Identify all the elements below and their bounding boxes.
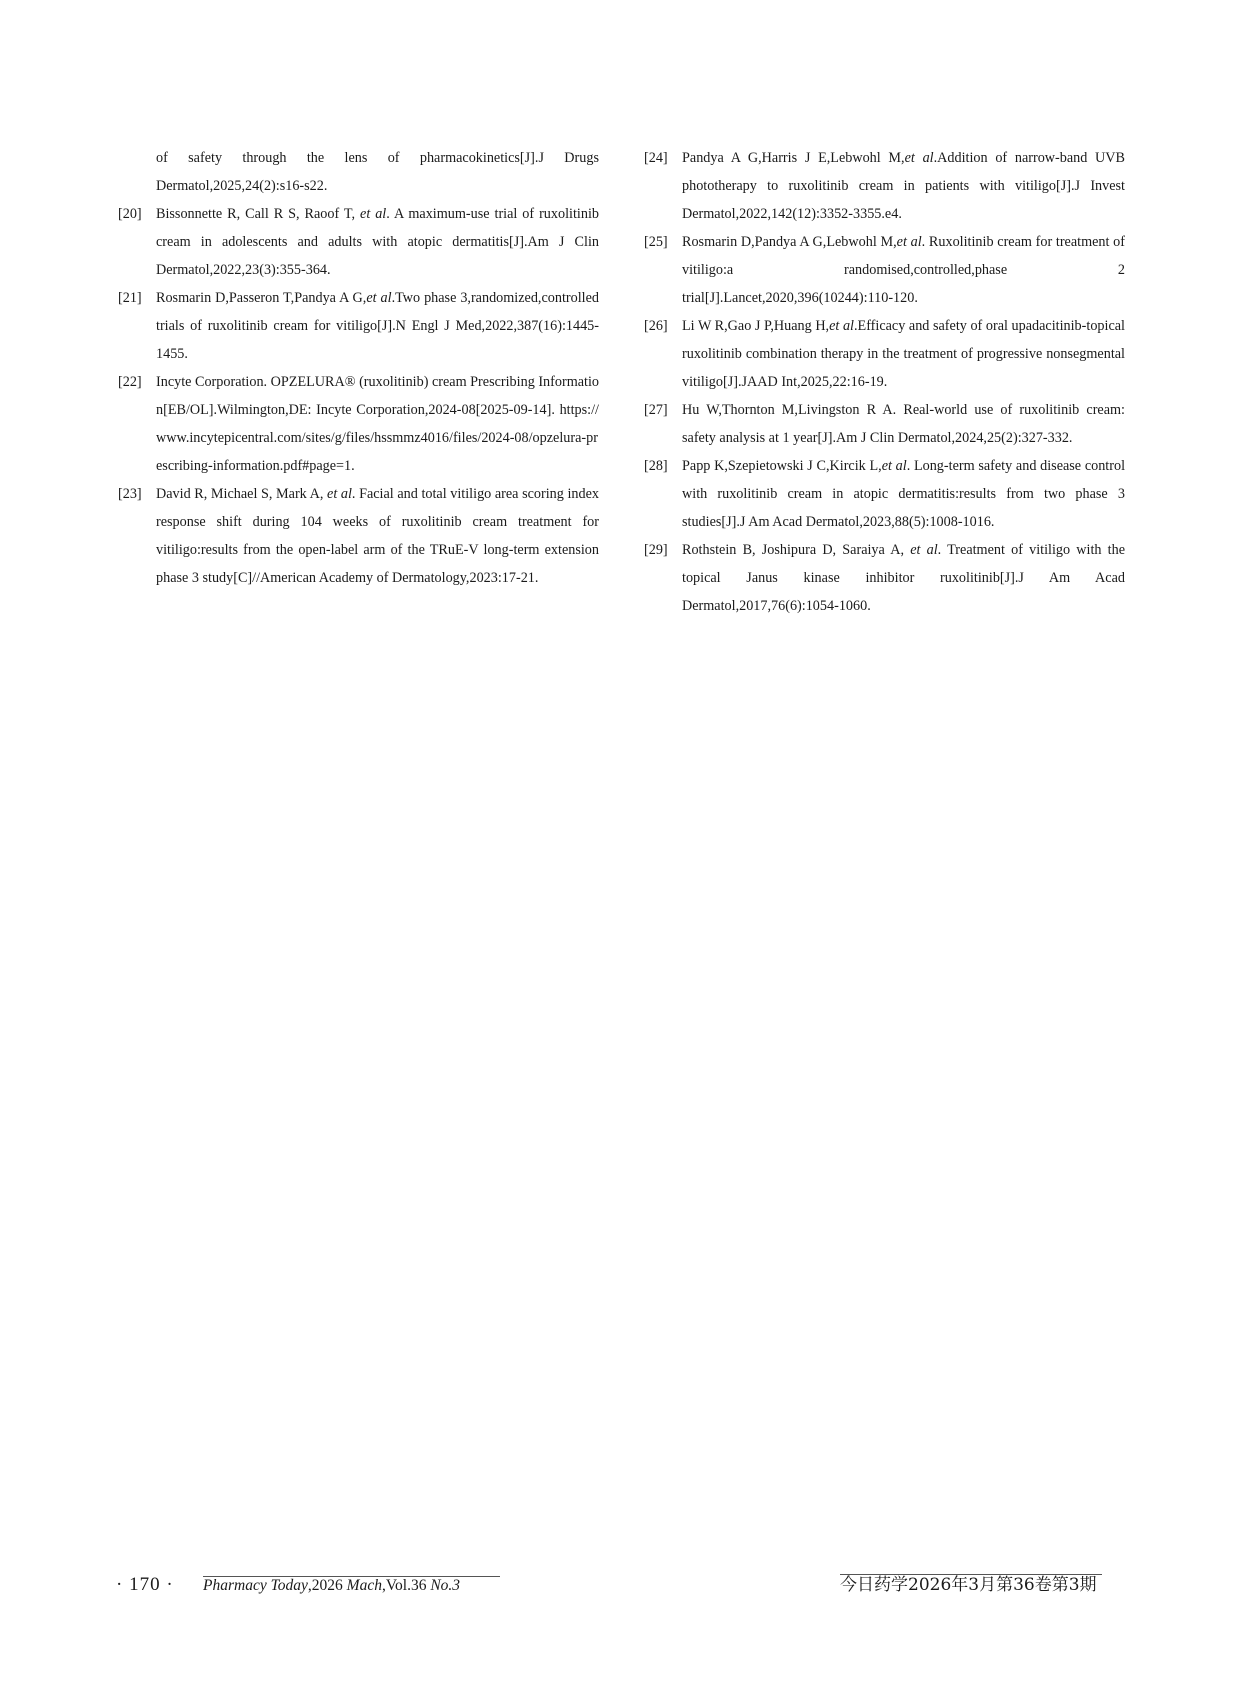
- reference-number: [27]: [644, 402, 668, 418]
- left-reference-column: [118, 144, 599, 592]
- reference-text: Rosmarin D,Pandya A G,Lebwohl M,et al. Ruxolitinib cream for treatment of vitiligo:a randomised,controlled,phase 2 trial[J].Lancet,2020,396(10244):110-120.: [682, 234, 1125, 306]
- reference-number: [29]: [644, 542, 668, 558]
- reference-text: Rosmarin D,Passeron T,Pandya A G,et al.Two phase 3,randomized,controlled trials of ruxolitinib cream for vitiligo[J].N Engl J Med,2022,387(16):1445-1455.: [156, 290, 599, 362]
- reference-number: [25]: [644, 234, 668, 250]
- reference-item: [118, 284, 599, 368]
- right-reference-column: [644, 144, 1125, 620]
- reference-text: Papp K,Szepietowski J C,Kircik L,et al. Long-term safety and disease control with ruxolitinib cream in atopic dermatitis:results from two phase 3 studies[J].J Am Acad Dermatol,2023,88(5):1008-1016.: [682, 458, 1126, 530]
- page-number: · 170 ·: [116, 1574, 174, 1595]
- reference-number: [28]: [644, 458, 668, 474]
- reference-text: Bissonnette R, Call R S, Raoof T, et al. A maximum-use trial of ruxolitinib cream in adolescents and adults with atopic dermatitis[J].Am J Clin Dermatol,2022,23(3):355-364.: [156, 206, 599, 278]
- journal-footer-chinese: 今日药学2026年3月第36卷第3期: [840, 1574, 1102, 1595]
- reference-item: [644, 536, 1125, 620]
- reference-item: [644, 228, 1125, 312]
- reference-number: [22]: [118, 374, 142, 390]
- reference-number: [23]: [118, 486, 142, 502]
- reference-text: Li W R,Gao J P,Huang H,et al.Efficacy and safety of oral upadacitinib-topical ruxolitinib combination therapy in the treatment of progressive nonsegmental vitiligo[J].JAAD Int,2025,22:16-19.: [682, 318, 1125, 390]
- reference-number: [21]: [118, 290, 142, 306]
- reference-item: [118, 200, 599, 284]
- reference-text: Rothstein B, Joshipura D, Saraiya A, et al. Treatment of vitiligo with the topical Janus kinase inhibitor ruxolitinib[J].J Am Acad Dermatol,2017,76(6):1054-1060.: [682, 542, 1125, 614]
- reference-text: Incyte Corporation. OPZELURA® (ruxolitinib) cream Prescribing Information[EB/OL].Wilmington,DE: Incyte Corporation,2024-08[2025-09-14]. https://www.incytepicentral.com/sites/g/files/hssmmz4016/files/2024-08/opzelura-prescribing-information.pdf#page=1.: [156, 374, 599, 474]
- reference-item: [644, 144, 1125, 228]
- journal-footer-english: Pharmacy Today,2026 Mach,Vol.36 No.3: [203, 1576, 500, 1595]
- reference-text: Pandya A G,Harris J E,Lebwohl M,et al.Addition of narrow-band UVB phototherapy to ruxolitinib cream in patients with vitiligo[J].J Invest Dermatol,2022,142(12):3352-3355.e4.: [682, 150, 1126, 222]
- reference-number: [24]: [644, 150, 668, 166]
- journal-name: Pharmacy Today: [203, 1577, 308, 1594]
- reference-text: Hu W,Thornton M,Livingston R A. Real-world use of ruxolitinib cream: safety analysis at 1 year[J].Am J Clin Dermatol,2024,25(2):327-332.: [682, 402, 1125, 446]
- reference-item: [118, 480, 599, 592]
- reference-continuation: of safety through the lens of pharmacokinetics[J].J Drugs Dermatol,2025,24(2):s16-s22.: [156, 150, 599, 194]
- reference-number: [20]: [118, 206, 142, 222]
- reference-item: [644, 452, 1125, 536]
- reference-number: [26]: [644, 318, 668, 334]
- reference-item: [118, 368, 599, 480]
- reference-item: [644, 396, 1125, 452]
- reference-text: David R, Michael S, Mark A, et al. Facial and total vitiligo area scoring index response shift during 104 weeks of ruxolitinib cream treatment for vitiligo:results from the open-label arm of the TRuE-V long-term extension phase 3 study[C]//American Academy of Dermatology,2023:17-21.: [156, 486, 599, 586]
- reference-item: [644, 312, 1125, 396]
